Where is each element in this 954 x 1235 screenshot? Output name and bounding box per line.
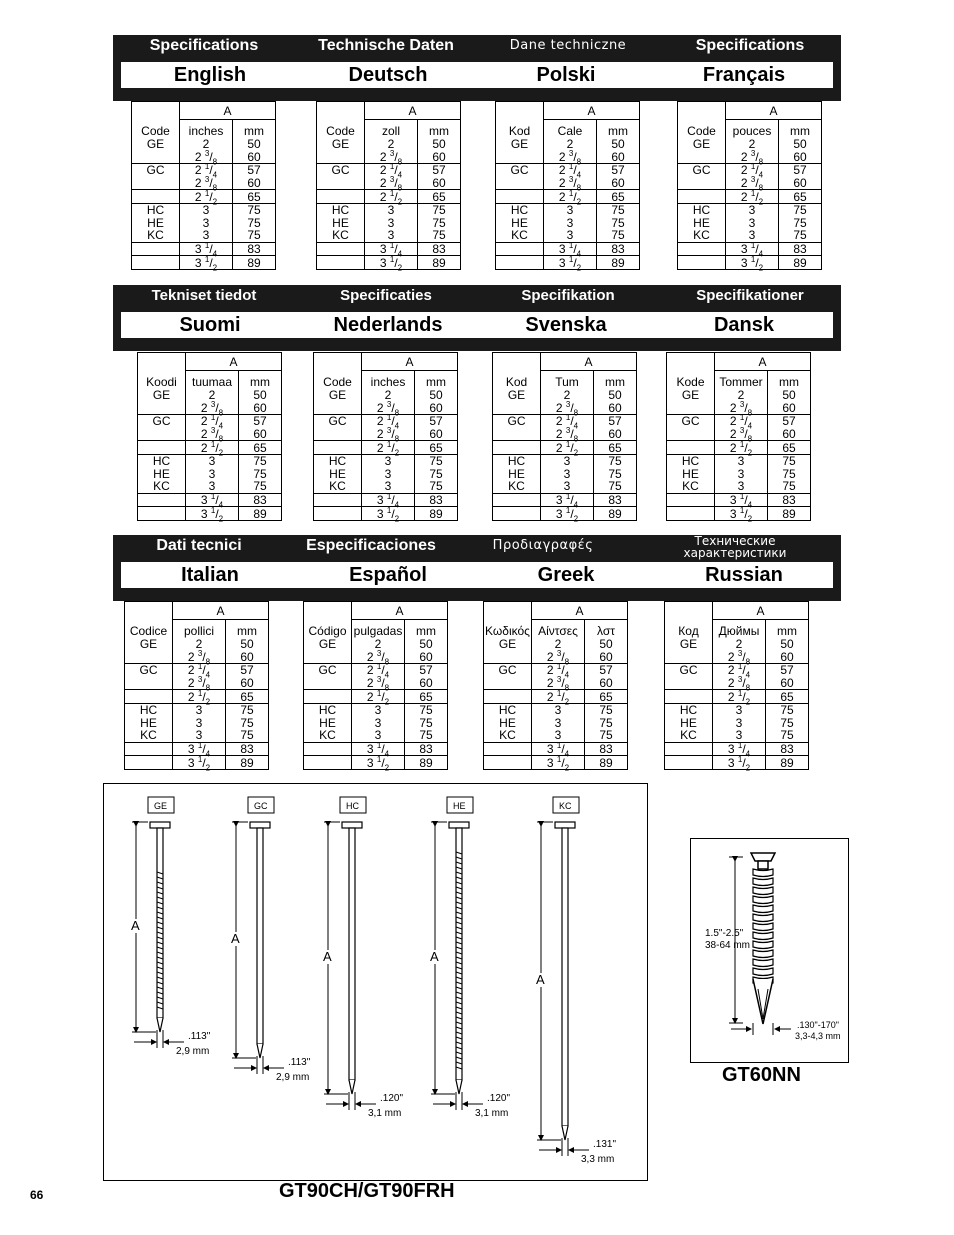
band-3-heading-2: Especificaciones bbox=[306, 537, 436, 554]
table-row: GC 2 $^1/_4$ 57 bbox=[314, 415, 457, 428]
col-code: Κωδικός bbox=[484, 620, 532, 639]
table-row: HE 3 75 bbox=[304, 717, 447, 730]
table-row: KC 3 75 bbox=[665, 729, 808, 742]
lang-espanol: Español bbox=[349, 564, 427, 586]
table-row: 2 $^3/_8$ 60 bbox=[138, 428, 281, 441]
table-row: HE 3 75 bbox=[132, 217, 275, 230]
table-row: HC 3 75 bbox=[484, 703, 627, 716]
band-1-heading-2: Technische Daten bbox=[318, 37, 454, 54]
nail-diameter-in: .120" bbox=[487, 1093, 511, 1104]
spec-table-1 bbox=[131, 101, 276, 273]
table-row: 2 $^3/_8$ 60 bbox=[493, 428, 636, 441]
band-2-heading-2: Specificaties bbox=[340, 287, 432, 304]
spec-table-12 bbox=[664, 601, 809, 773]
table-row: GC 2 $^1/_4$ 57 bbox=[317, 164, 460, 177]
table-row: HE 3 75 bbox=[484, 717, 627, 730]
table-row: KC 3 75 bbox=[484, 729, 627, 742]
gt60-length-in: 1.5"-2.5" bbox=[705, 928, 744, 939]
table-row: 3 $^1/_2$ 89 bbox=[138, 507, 281, 520]
table-row: 3 $^1/_2$ 89 bbox=[484, 756, 627, 769]
band-3-heading-3: Προδιαγραφές bbox=[492, 538, 594, 553]
lang-francais: Français bbox=[702, 64, 786, 86]
table-row: HC 3 75 bbox=[667, 454, 810, 467]
a-header: A bbox=[180, 102, 276, 120]
table-row: 3 $^1/_2$ 89 bbox=[678, 256, 821, 269]
table-row: GE 2 50 bbox=[304, 638, 447, 651]
a-header: A bbox=[726, 102, 822, 120]
table-row: 2 $^1/_2$ 65 bbox=[484, 690, 627, 704]
table-row: HE 3 75 bbox=[314, 468, 457, 481]
table-row: 2 $^1/_2$ 65 bbox=[678, 190, 821, 204]
spec-table-7 bbox=[492, 352, 637, 524]
col-mm: mm bbox=[777, 624, 797, 638]
table-row: 3 $^1/_4$ 83 bbox=[496, 242, 639, 256]
spec-table-11 bbox=[483, 601, 628, 773]
spec-table-8 bbox=[666, 352, 811, 524]
a-header: A bbox=[541, 353, 637, 371]
lang-suomi: Suomi bbox=[179, 314, 241, 336]
table-row: HE 3 75 bbox=[665, 717, 808, 730]
table-row: GE 2 50 bbox=[667, 389, 810, 402]
spec-band-2 bbox=[113, 285, 841, 351]
table-row: HE 3 75 bbox=[138, 468, 281, 481]
table-row: 2 $^3/_8$ 60 bbox=[125, 677, 268, 690]
nail-tag-label: GE bbox=[154, 801, 168, 811]
table-row: 2 $^3/_8$ 60 bbox=[132, 177, 275, 190]
spec-table-6 bbox=[313, 352, 458, 524]
spec-table-4 bbox=[677, 101, 822, 273]
nail-tag-label: KC bbox=[559, 801, 572, 811]
nail-diameter-mm: 3,1 mm bbox=[368, 1108, 402, 1119]
table-row: 3 $^1/_2$ 89 bbox=[496, 256, 639, 269]
nail-diagram-gt90 bbox=[103, 783, 648, 1181]
a-header: A bbox=[715, 353, 811, 371]
band-2-heading-3: Specifikation bbox=[521, 287, 615, 304]
lang-english: English bbox=[173, 64, 247, 86]
table-row: GC 2 $^1/_4$ 57 bbox=[667, 415, 810, 428]
a-header: A bbox=[544, 102, 640, 120]
a-header: A bbox=[352, 602, 448, 620]
nail-tag-label: HC bbox=[346, 801, 359, 811]
table-row: HC 3 75 bbox=[314, 454, 457, 467]
band-1-heading-1: Specifications bbox=[149, 37, 259, 54]
table-row: 3 $^1/_2$ 89 bbox=[125, 756, 268, 769]
table-row: 2 $^1/_2$ 65 bbox=[667, 441, 810, 455]
lang-italian: Italian bbox=[181, 564, 239, 586]
table-row: 2 $^3/_8$ 60 bbox=[314, 428, 457, 441]
nail-diameter-in: .113" bbox=[288, 1057, 311, 1068]
col-unit: Tommer bbox=[715, 371, 768, 390]
table-row: GE 2 50 bbox=[132, 138, 275, 151]
table-row: HE 3 75 bbox=[667, 468, 810, 481]
gt60-length-mm: 38-64 mm bbox=[705, 940, 751, 951]
col-unit: Αίντσες bbox=[532, 620, 585, 639]
a-header: A bbox=[532, 602, 628, 620]
nail-diagram-svg bbox=[104, 784, 647, 1180]
table-row: HC 3 75 bbox=[665, 703, 808, 716]
col-mm: mm bbox=[605, 375, 625, 389]
spec-table-2 bbox=[316, 101, 461, 273]
col-code: Kod bbox=[493, 371, 541, 390]
nail-head bbox=[150, 822, 170, 828]
spec-table-5 bbox=[137, 352, 282, 524]
table-row: 2 $^1/_2$ 65 bbox=[138, 441, 281, 455]
table-row: HC 3 75 bbox=[304, 703, 447, 716]
table-row: HE 3 75 bbox=[125, 717, 268, 730]
col-mm: mm bbox=[250, 375, 270, 389]
table-row: 2 $^1/_2$ 65 bbox=[304, 690, 447, 704]
band-2-heading-4: Specifikationer bbox=[696, 287, 804, 304]
table-row: 3 $^1/_4$ 83 bbox=[317, 242, 460, 256]
table-row: GE 2 50 bbox=[125, 638, 268, 651]
gt60-dia-mm: 3,3-4,3 mm bbox=[795, 1031, 841, 1041]
col-mm: λστ bbox=[597, 624, 615, 638]
col-unit: zoll bbox=[365, 120, 418, 139]
table-row: 2 $^3/_8$ 60 bbox=[138, 402, 281, 415]
nail-diameter-in: .113" bbox=[188, 1031, 211, 1042]
nail-diagram-gt60 bbox=[690, 838, 849, 1063]
table-row: KC 3 75 bbox=[496, 229, 639, 242]
nail-diameter-mm: 2,9 mm bbox=[276, 1072, 310, 1083]
table-row: HC 3 75 bbox=[317, 203, 460, 216]
table-row: GC 2 $^1/_4$ 57 bbox=[125, 664, 268, 677]
model-gt90: GT90CH/GT90FRH bbox=[279, 1180, 455, 1202]
col-code: Code bbox=[132, 120, 180, 139]
table-row: KC 3 75 bbox=[132, 229, 275, 242]
a-header: A bbox=[173, 602, 269, 620]
col-code: Code bbox=[317, 120, 365, 139]
table-row: 2 $^3/_8$ 60 bbox=[314, 402, 457, 415]
nail-shank bbox=[349, 828, 355, 1080]
col-mm: mm bbox=[429, 124, 449, 138]
table-row: GC 2 $^1/_4$ 57 bbox=[132, 164, 275, 177]
table-row: 2 $^1/_2$ 65 bbox=[496, 190, 639, 204]
band-1-heading-4: Specifications bbox=[695, 37, 805, 54]
table-row: GC 2 $^1/_4$ 57 bbox=[138, 415, 281, 428]
band-3-heading-4: Технические характеристики bbox=[683, 534, 787, 560]
table-row: GE 2 50 bbox=[484, 638, 627, 651]
col-code: Codice bbox=[125, 620, 173, 639]
table-row: GE 2 50 bbox=[496, 138, 639, 151]
table-row: 2 $^3/_8$ 60 bbox=[317, 177, 460, 190]
table-row: KC 3 75 bbox=[125, 729, 268, 742]
table-row: KC 3 75 bbox=[138, 480, 281, 493]
nail-tag-label: HE bbox=[453, 801, 466, 811]
spec-table-3 bbox=[495, 101, 640, 273]
col-unit: pulgadas bbox=[352, 620, 405, 639]
table-row: KC 3 75 bbox=[667, 480, 810, 493]
a-header: A bbox=[186, 353, 282, 371]
table-row: GE 2 50 bbox=[138, 389, 281, 402]
table-row: 2 $^3/_8$ 60 bbox=[125, 651, 268, 664]
table-row: 3 $^1/_4$ 83 bbox=[132, 242, 275, 256]
a-header: A bbox=[362, 353, 458, 371]
dimension-a-label: A bbox=[430, 949, 439, 964]
table-row: 2 $^3/_8$ 60 bbox=[665, 677, 808, 690]
model-gt60nn: GT60NN bbox=[722, 1064, 801, 1086]
nail-head bbox=[555, 822, 575, 828]
col-code: Código bbox=[304, 620, 352, 639]
nail-diameter-in: .120" bbox=[380, 1093, 404, 1104]
table-row: 2 $^3/_8$ 60 bbox=[304, 651, 447, 664]
col-code: Код bbox=[665, 620, 713, 639]
nail-diameter-in: .131" bbox=[593, 1139, 617, 1150]
table-row: GC 2 $^1/_4$ 57 bbox=[304, 664, 447, 677]
table-row: 3 $^1/_4$ 83 bbox=[314, 493, 457, 507]
lang-svenska: Svenska bbox=[525, 314, 607, 336]
page-number: 66 bbox=[30, 1188, 44, 1202]
spec-band-3 bbox=[113, 535, 841, 601]
dimension-a-label: A bbox=[536, 972, 545, 987]
a-header: A bbox=[365, 102, 461, 120]
table-row: 2 $^1/_2$ 65 bbox=[493, 441, 636, 455]
nail-diameter-mm: 3,1 mm bbox=[475, 1108, 509, 1119]
col-unit: pouces bbox=[726, 120, 779, 139]
lang-nederlands: Nederlands bbox=[333, 314, 443, 336]
table-row: 2 $^3/_8$ 60 bbox=[132, 151, 275, 164]
table-row: 2 $^3/_8$ 60 bbox=[667, 402, 810, 415]
table-row: 2 $^3/_8$ 60 bbox=[484, 677, 627, 690]
table-row: 3 $^1/_4$ 83 bbox=[138, 493, 281, 507]
col-code: Code bbox=[314, 371, 362, 390]
col-unit: Tum bbox=[541, 371, 594, 390]
col-mm: mm bbox=[608, 124, 628, 138]
table-row: 3 $^1/_2$ 89 bbox=[665, 756, 808, 769]
table-row: GE 2 50 bbox=[493, 389, 636, 402]
table-row: 2 $^1/_2$ 65 bbox=[132, 190, 275, 204]
table-row: 3 $^1/_2$ 89 bbox=[493, 507, 636, 520]
spec-band-1 bbox=[113, 35, 841, 101]
table-row: KC 3 75 bbox=[678, 229, 821, 242]
lang-dansk: Dansk bbox=[713, 314, 775, 336]
table-row: 3 $^1/_4$ 83 bbox=[678, 242, 821, 256]
table-row: 2 $^3/_8$ 60 bbox=[493, 402, 636, 415]
table-row: GE 2 50 bbox=[665, 638, 808, 651]
col-mm: mm bbox=[416, 624, 436, 638]
col-code: Code bbox=[678, 120, 726, 139]
table-row: HE 3 75 bbox=[678, 217, 821, 230]
table-row: HE 3 75 bbox=[493, 468, 636, 481]
a-header: A bbox=[713, 602, 809, 620]
nail-tag-label: GC bbox=[254, 801, 268, 811]
col-mm: mm bbox=[237, 624, 257, 638]
table-row: 2 $^3/_8$ 60 bbox=[678, 177, 821, 190]
table-row: 3 $^1/_2$ 89 bbox=[314, 507, 457, 520]
table-row: HC 3 75 bbox=[125, 703, 268, 716]
col-code: Koodi bbox=[138, 371, 186, 390]
table-row: 3 $^1/_4$ 83 bbox=[665, 742, 808, 756]
table-row: 2 $^3/_8$ 60 bbox=[665, 651, 808, 664]
band-2-heading-1: Tekniset tiedot bbox=[151, 287, 257, 304]
nail-shank bbox=[257, 828, 263, 1044]
table-row: 2 $^3/_8$ 60 bbox=[678, 151, 821, 164]
spec-table-9 bbox=[124, 601, 269, 773]
table-row: HE 3 75 bbox=[317, 217, 460, 230]
table-row: 3 $^1/_2$ 89 bbox=[304, 756, 447, 769]
table-row: 2 $^1/_2$ 65 bbox=[125, 690, 268, 704]
nail-head bbox=[449, 822, 469, 828]
lang-polski: Polski bbox=[536, 64, 596, 86]
band-3-heading-1: Dati tecnici bbox=[156, 537, 242, 554]
table-row: HC 3 75 bbox=[493, 454, 636, 467]
table-row: 3 $^1/_2$ 89 bbox=[667, 507, 810, 520]
table-row: 2 $^3/_8$ 60 bbox=[496, 177, 639, 190]
col-code: Kode bbox=[667, 371, 715, 390]
table-row: HC 3 75 bbox=[678, 203, 821, 216]
col-unit: pollici bbox=[173, 620, 226, 639]
table-row: 3 $^1/_4$ 83 bbox=[484, 742, 627, 756]
table-row: 2 $^3/_8$ 60 bbox=[667, 428, 810, 441]
table-row: HC 3 75 bbox=[496, 203, 639, 216]
table-row: 3 $^1/_4$ 83 bbox=[125, 742, 268, 756]
table-row: GE 2 50 bbox=[317, 138, 460, 151]
nail-head bbox=[250, 822, 270, 828]
table-row: 2 $^3/_8$ 60 bbox=[317, 151, 460, 164]
table-row: HC 3 75 bbox=[132, 203, 275, 216]
col-unit: tuumaa bbox=[186, 371, 239, 390]
table-row: KC 3 75 bbox=[304, 729, 447, 742]
table-row: 2 $^3/_8$ 60 bbox=[484, 651, 627, 664]
nail-diameter-mm: 3,3 mm bbox=[581, 1154, 615, 1165]
dimension-a-label: A bbox=[231, 931, 240, 946]
table-row: KC 3 75 bbox=[317, 229, 460, 242]
dimension-a-label: A bbox=[323, 949, 332, 964]
spec-table-10 bbox=[303, 601, 448, 773]
table-row: 2 $^1/_2$ 65 bbox=[314, 441, 457, 455]
table-row: 3 $^1/_4$ 83 bbox=[493, 493, 636, 507]
table-row: GC 2 $^1/_4$ 57 bbox=[493, 415, 636, 428]
table-row: 2 $^3/_8$ 60 bbox=[304, 677, 447, 690]
table-row: GE 2 50 bbox=[678, 138, 821, 151]
col-mm: mm bbox=[244, 124, 264, 138]
table-row: GC 2 $^1/_4$ 57 bbox=[678, 164, 821, 177]
col-mm: mm bbox=[779, 375, 799, 389]
table-row: GC 2 $^1/_4$ 57 bbox=[496, 164, 639, 177]
table-row: 2 $^1/_2$ 65 bbox=[317, 190, 460, 204]
table-row: 2 $^1/_2$ 65 bbox=[665, 690, 808, 704]
col-unit: Дюймы bbox=[713, 620, 766, 639]
col-mm: mm bbox=[426, 375, 446, 389]
table-row: 3 $^1/_4$ 83 bbox=[304, 742, 447, 756]
col-unit: Cale bbox=[544, 120, 597, 139]
gt60-dia-in: .130"-170" bbox=[797, 1020, 839, 1030]
col-mm: mm bbox=[790, 124, 810, 138]
lang-greek: Greek bbox=[537, 564, 595, 586]
nail-head bbox=[342, 822, 362, 828]
table-row: KC 3 75 bbox=[314, 480, 457, 493]
dimension-a-label: A bbox=[131, 918, 140, 933]
table-row: 3 $^1/_2$ 89 bbox=[317, 256, 460, 269]
table-row: HE 3 75 bbox=[496, 217, 639, 230]
table-row: GE 2 50 bbox=[314, 389, 457, 402]
col-code: Kod bbox=[496, 120, 544, 139]
col-unit: inches bbox=[362, 371, 415, 390]
col-unit: inches bbox=[180, 120, 233, 139]
table-row: 2 $^3/_8$ 60 bbox=[496, 151, 639, 164]
table-row: GC 2 $^1/_4$ 57 bbox=[665, 664, 808, 677]
table-row: KC 3 75 bbox=[493, 480, 636, 493]
lang-deutsch: Deutsch bbox=[348, 64, 428, 86]
table-row: 3 $^1/_2$ 89 bbox=[132, 256, 275, 269]
table-row: GC 2 $^1/_4$ 57 bbox=[484, 664, 627, 677]
table-row: HC 3 75 bbox=[138, 454, 281, 467]
lang-russian: Russian bbox=[705, 564, 783, 586]
nail-diameter-mm: 2,9 mm bbox=[176, 1046, 210, 1057]
band-1-heading-3: Dane techniczne bbox=[509, 38, 627, 53]
nail-shank bbox=[562, 828, 568, 1126]
table-row: 3 $^1/_4$ 83 bbox=[667, 493, 810, 507]
